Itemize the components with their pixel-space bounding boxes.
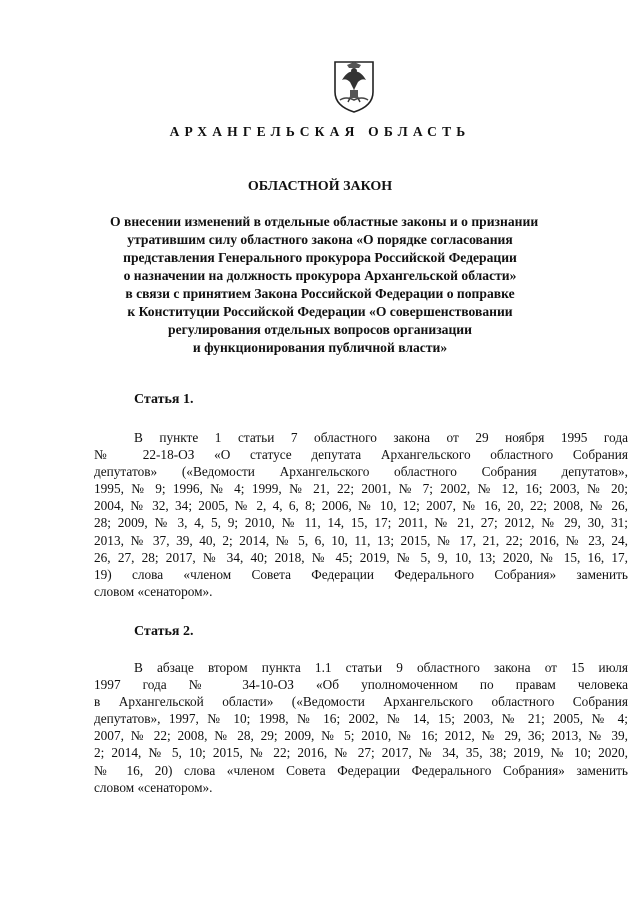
article-2-line: 2; 2014, № 5, 10; 2015, № 22; 2016, № 27; 2017, № 34, 35, 38; 2019, № 10; 2020, — [94, 745, 628, 761]
article-1-line: 2013, № 37, 39, 40, 2; 2014, № 5, 6, 10, 11, 13; 2015, № 17, 21, 22; 2016, № 23, 24, — [94, 532, 628, 548]
law-title-line: представления Генерального прокурора Российской Федерации — [123, 250, 517, 265]
article-1-text — [94, 429, 628, 600]
coat-of-arms-icon — [332, 60, 376, 114]
law-title-line: и функционирования публичной власти» — [192, 340, 448, 355]
article-1-heading: Статья 1. — [134, 392, 194, 407]
article-1-line: 26, 27, 28; 2017, № 34, 40; 2018, № 45; 2019, № 5, 9, 10, 13; 2020, № 15, 16, 17, — [94, 549, 628, 565]
article-1-line: № 22-18-ОЗ «О статусе депутата Архангельского областного Собрания — [94, 447, 628, 463]
article-2-line: В абзаце втором пункта 1.1 статьи 9 областного закона от 15 июля — [134, 660, 628, 675]
article-1-line: словом «сенатором». — [94, 583, 213, 599]
article-1-line: 19) слова «членом Совета Федерации Федерального Собрания» заменить — [94, 566, 628, 582]
article-2-heading: Статья 2. — [134, 624, 194, 639]
article-2-line: словом «сенатором». — [94, 779, 213, 795]
article-2-line: № 16, 20) слова «членом Совета Федерации Федерального Собрания» заменить — [94, 762, 628, 778]
law-title-line: О внесении изменений в отдельные областные законы и о признании — [110, 214, 539, 229]
article-1-line: 2004, № 32, 34; 2005, № 2, 4, 6, 8; 2006, № 10, 12; 2007, № 16, 20, 22; 2008, № 26, — [94, 498, 628, 514]
law-title-line: о назначении на должность прокурора Архангельской области» — [123, 268, 517, 283]
document-type: ОБЛАСТНОЙ ЗАКОН — [247, 179, 393, 194]
article-2-line: в Архангельской области» («Ведомости Архангельского областного Собрания — [94, 694, 628, 710]
article-2-line: 1997 года № 34-10-ОЗ «Об уполномоченном по правам человека — [94, 677, 628, 693]
region-name: АРХАНГЕЛЬСКАЯ ОБЛАСТЬ — [169, 124, 471, 139]
article-2-line: депутатов», 1997, № 10; 1998, № 16; 2002, № 14, 15; 2003, № 21; 2005, № 4; — [94, 711, 628, 727]
article-1-line: депутатов» («Ведомости Архангельского областного Собрания депутатов», — [94, 464, 628, 480]
law-title-line: регулирования отдельных вопросов организации — [168, 322, 472, 337]
law-title-line: в связи с принятием Закона Российской Федерации о поправке — [125, 286, 515, 301]
law-title-line: к Конституции Российской Федерации «О совершенствовании — [127, 304, 513, 319]
article-2-line: 2007, № 22; 2008, № 28, 29; 2009, № 5; 2010, № 16; 2012, № 29, 36; 2013, № 39, — [94, 728, 628, 744]
law-title-line: утратившим силу областного закона «О порядке согласования — [127, 232, 513, 247]
law-title — [110, 213, 539, 357]
article-1-line: 28; 2009, № 3, 4, 5, 9; 2010, № 11, 14, 15, 17; 2011, № 21, 27; 2012, № 29, 30, 31; — [94, 515, 628, 531]
article-1-line: В пункте 1 статьи 7 областного закона от 29 ноября 1995 года — [134, 430, 628, 445]
article-1-line: 1995, № 9; 1996, № 4; 1999, № 21, 22; 2001, № 7; 2002, № 12, 16; 2003, № 20; — [94, 481, 628, 497]
article-2-text — [94, 659, 628, 796]
